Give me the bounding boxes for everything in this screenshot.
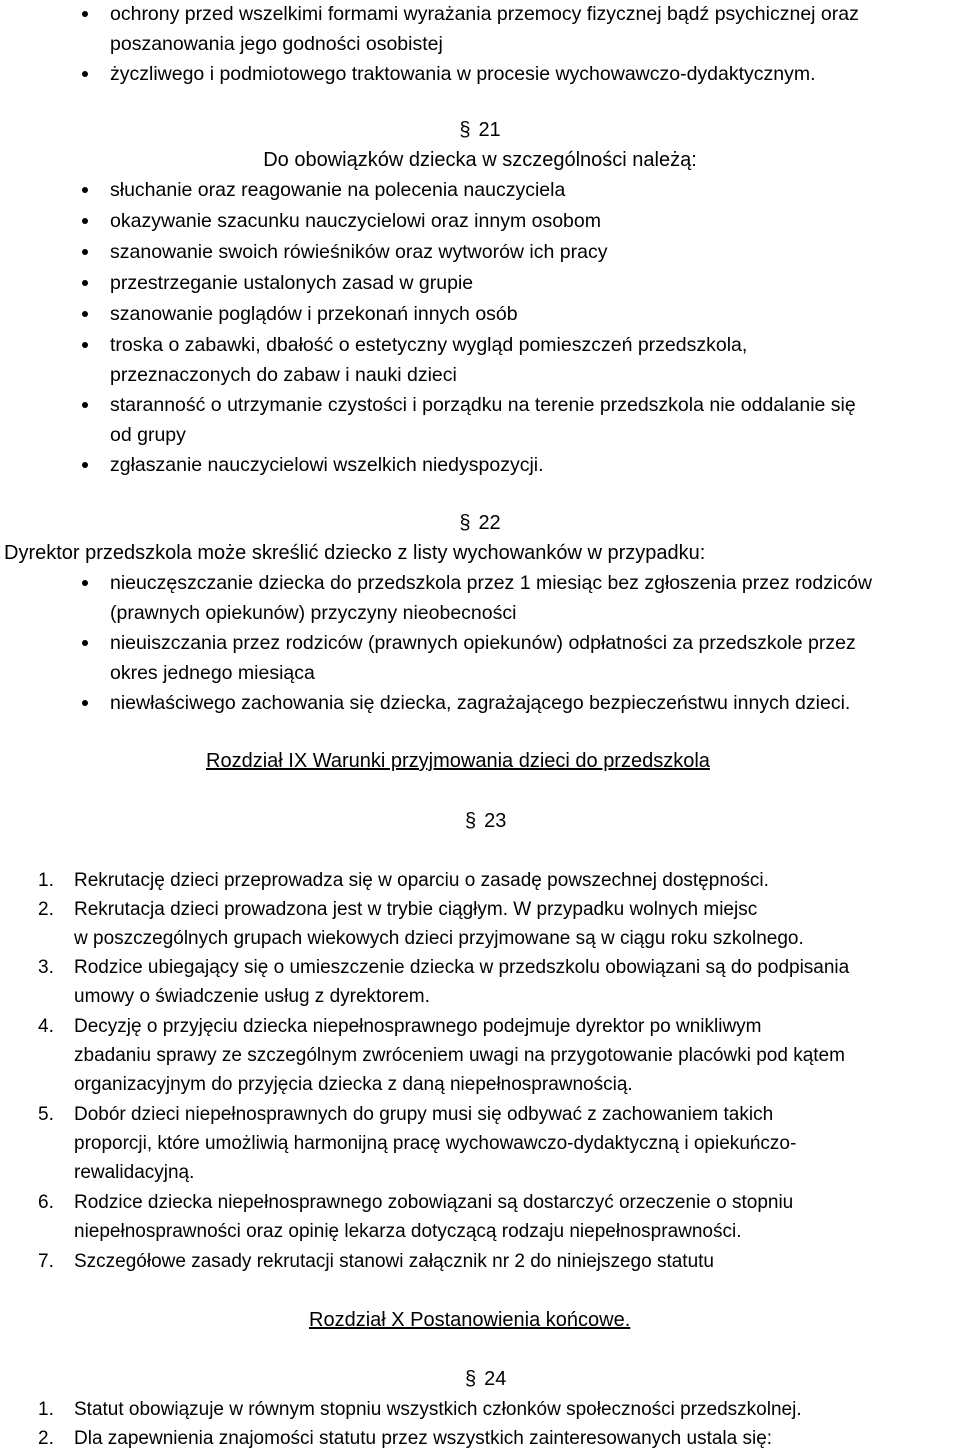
list-item: Rekrutację dzieci przeprowadza się w oparciu o zasadę powszechnej dostępności.: [74, 870, 769, 891]
list-item: staranność o utrzymanie czystości i porządku na terenie przedszkola nie oddalanie się: [110, 394, 856, 416]
section-symbol: §: [459, 119, 471, 141]
list-item: niepełnosprawności oraz opinię lekarza dotyczącą rodzaju niepełnosprawności.: [74, 1221, 742, 1242]
list-item: (prawnych opiekunów) przyczyny nieobecności: [110, 602, 517, 624]
bullet-icon: [82, 249, 88, 255]
section-22-title: Dyrektor przedszkola może skreślić dziecko z listy wychowanków w przypadku:: [4, 542, 706, 564]
list-item: szanowanie swoich rówieśników oraz wytworów ich pracy: [110, 241, 608, 263]
section-21-heading: [0, 115, 960, 145]
section-symbol: §: [459, 512, 471, 534]
list-item: w poszczególnych grupach wiekowych dzieci przyjmowane są w ciągu roku szkolnego.: [74, 928, 804, 949]
list-item: Dla zapewnienia znajomości statutu przez wszystkich zainteresowanych ustala się:: [74, 1428, 773, 1449]
section-number: 22: [478, 512, 501, 534]
list-item: od grupy: [110, 424, 186, 446]
bullet-icon: [82, 640, 88, 646]
list-item: zbadaniu sprawy ze szczególnym zwróceniem uwagi na przygotowanie placówki pod kątem: [74, 1045, 845, 1066]
list-item: rewalidacyjną.: [74, 1162, 195, 1183]
list-item: Rodzice ubiegający się o umieszczenie dziecka w przedszkolu obowiązani są do podpisania: [74, 957, 850, 978]
bullet-icon: [82, 580, 88, 586]
chapter-10-title: Rozdział X Postanowienia końcowe.: [309, 1309, 631, 1331]
bullet-icon: [82, 462, 88, 468]
bullet-icon: [82, 71, 88, 77]
list-item: słuchanie oraz reagowanie na polecenia nauczyciela: [110, 179, 566, 201]
bullet-icon: [82, 311, 88, 317]
section-symbol: §: [465, 1368, 477, 1390]
list-item: Dobór dzieci niepełnosprawnych do grupy musi się odbywać z zachowaniem takich: [74, 1104, 774, 1125]
chapter-9-title: Rozdział IX Warunki przyjmowania dzieci do przedszkola: [206, 750, 710, 772]
bullet-icon: [82, 187, 88, 193]
list-item: proporcji, które umożliwią harmonijną pracę wychowawczo-dydaktyczną i opiekuńczo-: [74, 1133, 797, 1154]
section-23-heading: [465, 806, 506, 836]
list-item: nieuczęszczanie dziecka do przedszkola przez 1 miesiąc bez zgłoszenia przez rodziców: [110, 572, 872, 594]
bullet-icon: [82, 402, 88, 408]
list-item: Rodzice dziecka niepełnosprawnego zobowiązani są dostarczyć orzeczenie o stopniu: [74, 1192, 794, 1213]
list-item: organizacyjnym do przyjęcia dziecka z daną niepełnosprawnością.: [74, 1074, 633, 1095]
item-number: 3.: [38, 957, 54, 978]
intro-item: ochrony przed wszelkimi formami wyrażania przemocy fizycznej bądź psychicznej oraz: [110, 3, 859, 25]
bullet-icon: [82, 218, 88, 224]
list-item: Rekrutacja dzieci prowadzona jest w trybie ciągłym. W przypadku wolnych miejsc: [74, 899, 758, 920]
section-21-title: Do obowiązków dziecka w szczególności należą:: [263, 149, 697, 171]
list-item: zgłaszanie nauczycielowi wszelkich niedyspozycji.: [110, 454, 544, 476]
list-item: umowy o świadczenie usług z dyrektorem.: [74, 986, 430, 1007]
list-item: nieuiszczania przez rodziców (prawnych opiekunów) odpłatności za przedszkole przez: [110, 632, 856, 654]
bullet-icon: [82, 342, 88, 348]
list-item: okazywanie szacunku nauczycielowi oraz innym osobom: [110, 210, 601, 232]
bullet-icon: [82, 700, 88, 706]
list-item: Decyzję o przyjęciu dziecka niepełnosprawnego podejmuje dyrektor po wnikliwym: [74, 1016, 762, 1037]
item-number: 6.: [38, 1192, 54, 1213]
list-item: okres jednego miesiąca: [110, 662, 315, 684]
list-item: Szczegółowe zasady rekrutacji stanowi załącznik nr 2 do niniejszego statutu: [74, 1251, 714, 1272]
section-number: 21: [478, 119, 501, 141]
section-number: 24: [484, 1368, 507, 1390]
section-22-heading: [0, 508, 960, 538]
item-number: 5.: [38, 1104, 54, 1125]
bullet-icon: [82, 11, 88, 17]
list-item: przestrzeganie ustalonych zasad w grupie: [110, 272, 474, 294]
section-number: 23: [484, 810, 507, 832]
section-symbol: §: [465, 810, 477, 832]
item-number: 2.: [38, 899, 54, 920]
list-item: przeznaczonych do zabaw i nauki dzieci: [110, 364, 457, 386]
item-number: 2.: [38, 1428, 54, 1449]
item-number: 7.: [38, 1251, 54, 1272]
list-item: troska o zabawki, dbałość o estetyczny wygląd pomieszczeń przedszkola,: [110, 334, 748, 356]
list-item: Statut obowiązuje w równym stopniu wszystkich członków społeczności przedszkolnej.: [74, 1399, 802, 1420]
intro-item: poszanowania jego godności osobistej: [110, 33, 443, 55]
bullet-icon: [82, 280, 88, 286]
item-number: 1.: [38, 1399, 54, 1420]
intro-item: życzliwego i podmiotowego traktowania w procesie wychowawczo-dydaktycznym.: [110, 63, 816, 85]
list-item: szanowanie poglądów i przekonań innych osób: [110, 303, 518, 325]
item-number: 4.: [38, 1016, 54, 1037]
section-24-heading: [465, 1364, 506, 1394]
item-number: 1.: [38, 870, 54, 891]
list-item: niewłaściwego zachowania się dziecka, zagrażającego bezpieczeństwu innych dzieci.: [110, 692, 851, 714]
